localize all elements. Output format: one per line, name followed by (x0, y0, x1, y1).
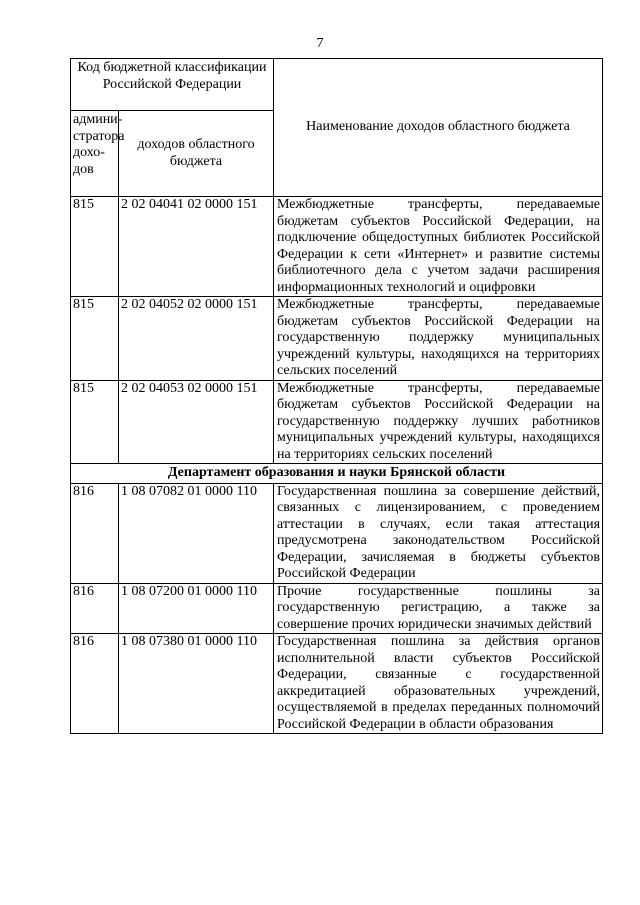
income-name-cell: Межбюджетные трансферты, передаваемые бюджетам субъектов Российской Федерации на государственную поддержку муниципальных учреждений культуры, находящихся на территориях сельских поселений (274, 297, 603, 381)
table-row (71, 297, 603, 381)
income-name-cell: Государственная пошлина за совершение действий, связанных с лицензированием, с проведением аттестации в случаях, если такая аттестация предусмотрена законодательством Российской Федерации, зачисляемая в бюджеты субъектов Российской Федерации (274, 483, 603, 583)
income-code-cell: 1 08 07082 01 0000 110 (119, 483, 274, 583)
income-code-cell: 2 02 04053 02 0000 151 (119, 380, 274, 464)
header-income-column: доходов областного бюджета (119, 111, 274, 197)
table-row (71, 197, 603, 297)
income-name-cell: Межбюджетные трансферты, передаваемые бюджетам субъектов Российской Федерации, на подключение общедоступных библиотек Российской Федерации к сети «Интернет» и развитие системы библиотечного дела с учетом задачи расширения информационных технологий и оцифровки (274, 197, 603, 297)
header-admin-column: админи-стратора дохо-дов (71, 111, 119, 197)
admin-code-cell: 815 (71, 297, 119, 381)
income-code-cell: 1 08 07380 01 0000 110 (119, 634, 274, 734)
header-name-column: Наименование доходов областного бюджета (274, 59, 603, 197)
header-group-title: Код бюджетной классификации Российской Федерации (71, 59, 274, 111)
table-row (71, 483, 603, 583)
table-row (71, 583, 603, 634)
admin-code-cell: 815 (71, 380, 119, 464)
section-row (71, 464, 603, 484)
income-code-cell: 1 08 07200 01 0000 110 (119, 583, 274, 634)
table-row (71, 380, 603, 464)
section-title: Департамент образования и науки Брянской области (71, 464, 603, 484)
income-name-cell: Межбюджетные трансферты, передаваемые бюджетам субъектов Российской Федерации на государственную поддержку лучших работников муниципальных учреждений культуры, находящихся на территориях сельских поселений (274, 380, 603, 464)
income-name-cell: Прочие государственные пошлины за государственную регистрацию, а также за совершение прочих юридически значимых действий (274, 583, 603, 634)
header-row-top (71, 59, 603, 111)
admin-code-cell: 816 (71, 634, 119, 734)
budget-classification-table (70, 58, 603, 734)
income-name-cell: Государственная пошлина за действия органов исполнительной власти субъектов Российской Федерации, связанные с государственной аккредитацией образовательных учреждений, осуществляемой в пределах переданных полномочий Российской Федерации в области образования (274, 634, 603, 734)
income-code-cell: 2 02 04052 02 0000 151 (119, 297, 274, 381)
admin-code-cell: 815 (71, 197, 119, 297)
admin-code-cell: 816 (71, 483, 119, 583)
admin-code-cell: 816 (71, 583, 119, 634)
table-row (71, 634, 603, 734)
page-number: 7 (316, 36, 324, 51)
income-code-cell: 2 02 04041 02 0000 151 (119, 197, 274, 297)
